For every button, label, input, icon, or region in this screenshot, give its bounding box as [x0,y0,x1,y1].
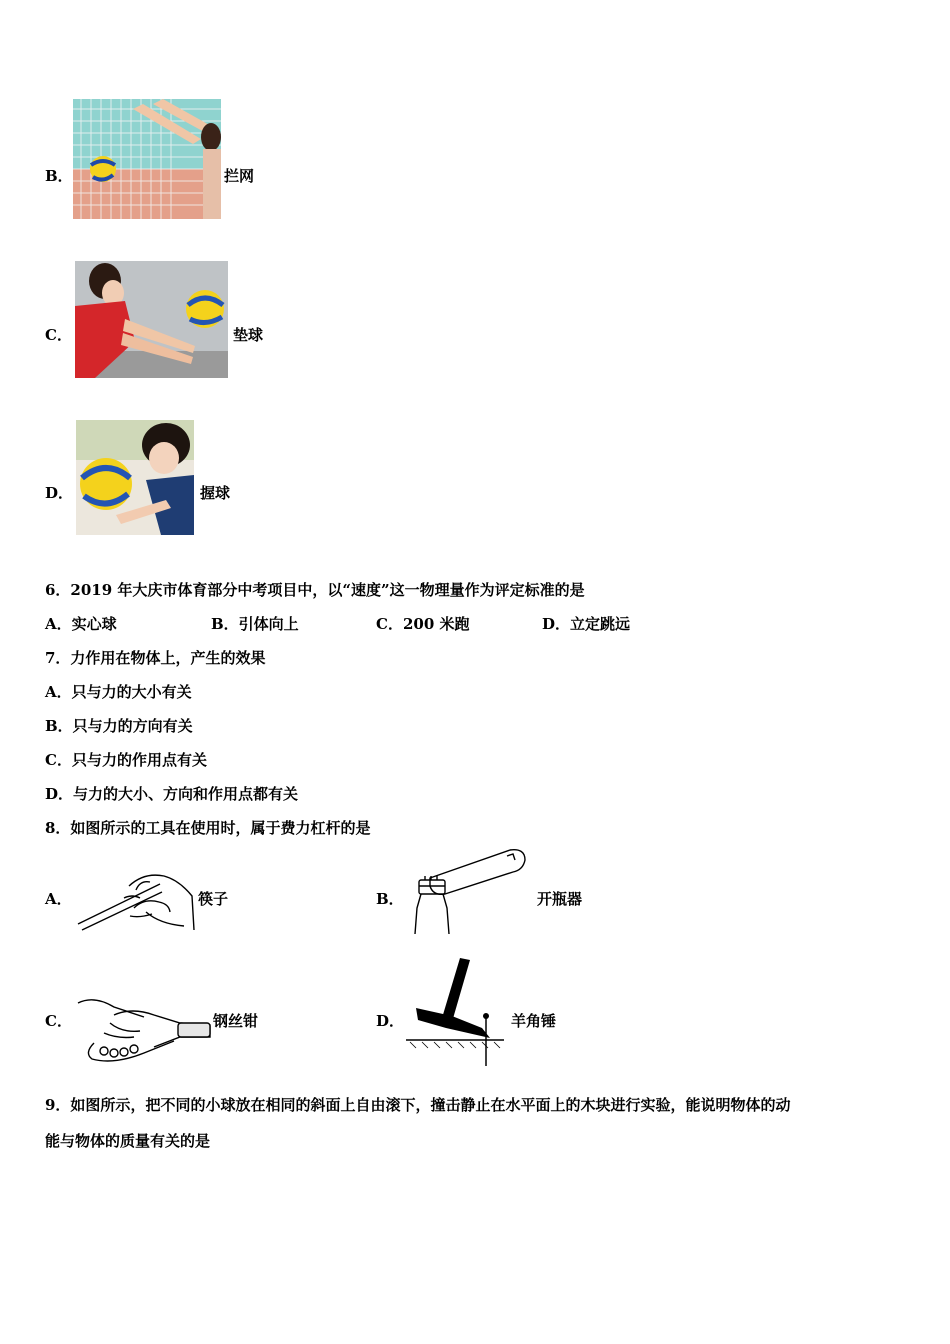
q8-option-c-label: 钢丝钳 [213,1012,259,1030]
q8-option-d-label: 羊角锤 [511,1012,557,1030]
q9-stem-line2: 能与物体的质量有关的是 [45,1132,211,1150]
pliers-image [74,993,212,1067]
q6-option-b: B．引体向上 [211,615,299,633]
bottle-opener-image [405,846,528,934]
q8-option-d-letter: D． [376,1012,405,1030]
volleyball-dig-image [75,261,228,378]
q5-option-c-letter: C． [45,326,72,344]
q6-option-a: A．实心球 [45,615,117,633]
claw-hammer-image [406,956,504,1066]
q5-option-b-letter: B． [45,167,73,185]
q7-option-d: D．与力的大小、方向和作用点都有关 [45,785,299,803]
volleyball-hold-image [76,420,194,535]
chopsticks-image [74,868,197,934]
q9-stem-line1: 9．如图所示，把不同的小球放在相同的斜面上自由滚下，撞击静止在水平面上的木块进行实验，能说明物体的动 [45,1096,791,1114]
q5-option-d-label: 握球 [200,484,231,502]
q7-option-c: C．只与力的作用点有关 [45,751,207,769]
q5-option-d-letter: D． [45,484,74,502]
q7-option-b: B．只与力的方向有关 [45,717,193,735]
q5-option-c-label: 垫球 [233,326,264,344]
q8-stem: 8．如图所示的工具在使用时，属于费力杠杆的是 [45,819,371,837]
q8-option-a-letter: A． [45,890,72,908]
q8-option-c-letter: C． [45,1012,72,1030]
q7-stem: 7．力作用在物体上，产生的效果 [45,649,266,667]
volleyball-block-image [73,99,221,219]
q8-option-b-letter: B． [376,890,404,908]
q6-stem: 6．2019 年大庆市体育部分中考项目中，以“速度”这一物理量作为评定标准的是 [45,581,585,599]
q7-option-a: A．只与力的大小有关 [45,683,192,701]
q8-option-a-label: 筷子 [198,890,229,908]
q6-option-d: D．立定跳远 [542,615,631,633]
q5-option-b-label: 拦网 [224,167,255,185]
q6-option-c: C．200 米跑 [376,615,470,633]
q8-option-b-label: 开瓶器 [537,890,583,908]
